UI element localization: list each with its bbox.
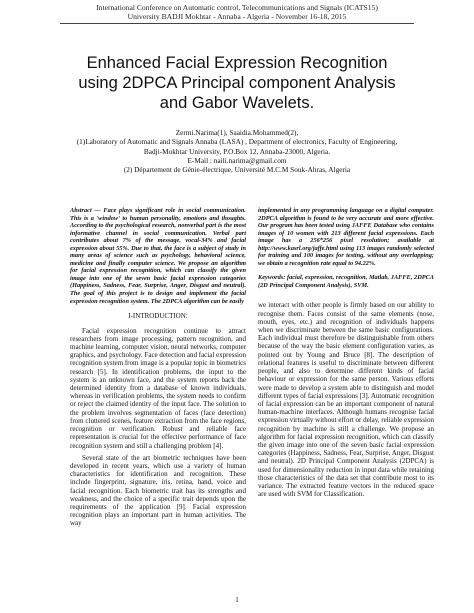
keywords: Keywords: facial, expression, recognition, Matlab, JAFFE, 2DPCA (2D Principal Component Analysis), SVM. [258,274,434,289]
intro-right-paragraph: we interact with other people is firmly based on our ability to recognise them. Faces consist of the same elements (nose, mouth, eyes, etc.) and recognition of individuals happens when we discriminate between the same basic configurations. Each individual must therefore be distinguishable from others because of the way the basic element configuration varies, as pointed out by Young and Bruce [8]. The description of relational features is useful to discriminate between different people, and also to determine different kinds of facial behaviour or expression for the same person. Various efforts were made to develop a system able to distinguish and model different types of facial expressions [3]. Automatic recognition of facial expression can be an important component of natural human-machine interfaces. Although humans recognise facial expression virtually without effort or delay, reliable expression recognition by machine is still a challenge. We propose an algorithm for facial expression recognition, which can classify the given image into one of the seven basic facial expression categories (Happiness, Sadness, Fear, Surprise, Anger, Disgust and neutral). 2D Principal Component Analysis (2DPCA) is used for dimensionality reduction in input data while retaining those characteristics of the data set that contribute most to its variance. The extracted feature vectors in the reduced space are used with SVM for Classification. [258,301,434,499]
intro-paragraph-2: Several state of the art biometric techniques have been developed in recent years, which use a variety of human characteristics for identification and recognition. These include fingerprint, signature, iris, retina, hand, voice and facial recognition. Each biometric trait has its strengths and weakness, and the choice of a specific trait depends upon the requirements of the application [9]. Facial expression recognition plays an important part in human activities. The way [70,453,246,528]
author-names: Zermi.Narima(1), Saaidia.Mohammed(2), [175,128,299,137]
right-column [258,207,434,502]
affiliation-1b: Badji-Mokhtar University, P.O.Box 12, Annaba-23000, Algeria. [143,146,331,156]
section-heading-introduction: I-INTRODUCTION: [128,312,188,321]
affiliation-1a: (1)Laboratory of Automatic and Signals Annaba (LASA) , Department of electronics, Faculty of Engineering, [76,137,398,147]
title-line-2: using 2DPCA Principal component Analysis [78,74,396,92]
conference-line-2: University BADJI Mokhtar - Annaba - Algeria - November 16-18, 2015 [127,12,347,21]
header-rule [60,23,414,24]
abstract-left: Abstract — Face plays significant role in social communication. This is a 'window' to human personality, emotions and thoughts. According to the psychological research, nonverbal part is the most informative channel in social communication. Verbal part contributes about 7% of the message, vocal-34% and facial expression about 55%. Due to that, the face is a subject of study in many areas of science such as psychology, behavioral science, medicine and finally computer science. We propose an algorithm for facial expression recognition, which can classify the given image into one of the seven basic facial expression categories (Happiness, Sadness, Fear, Surprise, Anger, Disgust and neutral). The goal of this project is to design and implement the facial expression recognition system. The 2DPCA algorithm can be easily [70,207,246,305]
abstract-right: implemented in any programming language on a digital computer. 2DPCA algorithm is found to be very accurate and more effective. Our program has been tested using JAFFE Database who contains images of 10 women with 213 different facial expressions. Each image has a 256*256 pixel resolution; available at http://www.kasrl.org/jaffe.html using 113 images randomly selected for training and 100 images for testing, without any overlapping; we obtain a recognition rate equal to 94.22%. [258,207,434,267]
conference-header [0,3,474,21]
intro-paragraph-1: Facial expression recognition continue to attract researchers from image processing, pattern recognition, and machine learning, computer vision, neural networks, computer graphics, and psychology. Face detection and facial expression recognition system from image is a popular topic in biometrics research [5]. In identification problems, the input to the system is an unknown face, and the system reports back the determined identity from a database of known individuals, whereas in verification problems, the system needs to confirm or reject the claimed identity of the input face. The solution to the problem involves segmentation of faces (face detection) from cluttered scenes, feature extraction from the face regions, recognition or verification. Robust and reliable face representation is crucial for the effective performance of face recognition system and still a challenging problem [4]. [70,326,246,450]
conference-line-1: International Conference on Automatic control, Telecommunications and Signals (ICATS15) [96,3,378,12]
page-number: 1 [235,596,239,604]
author-block [40,128,434,174]
author-email: E-Mail : naili.narima@gmail.com [187,155,287,165]
left-column [70,207,246,532]
title-line-3: and Gabor Wavelets. [159,94,315,112]
title-line-1: Enhanced Facial Expression Recognition [86,54,388,72]
paper-title [40,53,434,113]
affiliation-2: (2) Département de Génie-électrique, Université M.C.M Souk-Ahras, Algeria [123,165,351,175]
